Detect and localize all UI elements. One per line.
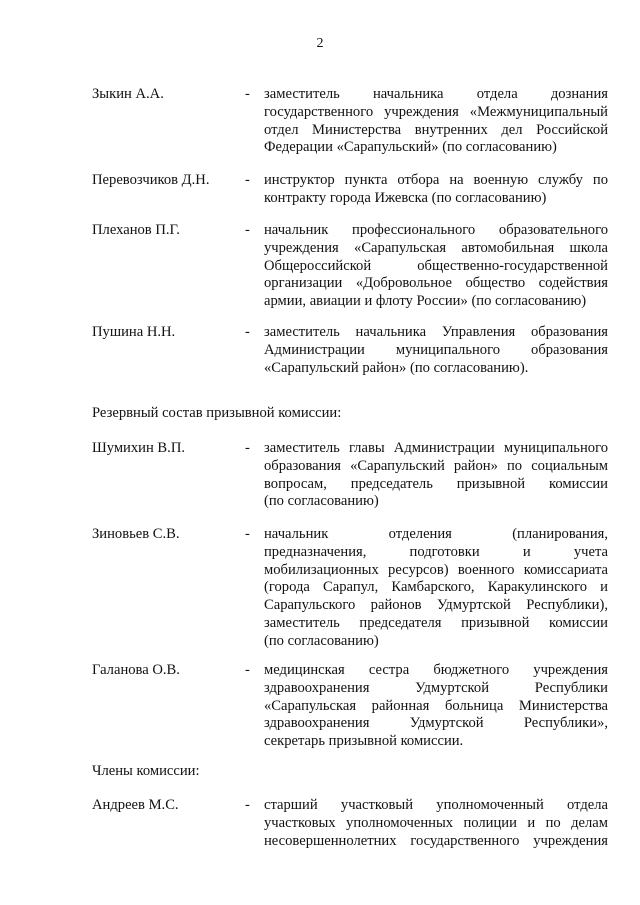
page-number: 2: [316, 36, 324, 51]
person-name: Галанова О.В.: [92, 662, 180, 678]
person-name: Зыкин А.А.: [92, 86, 164, 102]
description-line: армии, авиации и флоту России» (по согласованию): [264, 293, 587, 310]
dash-separator: -: [245, 797, 250, 813]
description-line: предназначения, подготовки и учета: [264, 543, 608, 560]
dash-separator: -: [245, 440, 250, 456]
description-line: (по согласованию): [264, 632, 379, 649]
description-line: Администрации муниципального образования: [264, 341, 608, 358]
description-line: заместитель председателя призывной комиссии: [264, 614, 608, 631]
description-line: контракту города Ижевска (по согласованию): [264, 189, 547, 206]
description-line: инструктор пункта отбора на военную службу по: [264, 172, 608, 188]
description-line: «Сарапульская районная больница Министерства: [264, 697, 608, 714]
position-description: [264, 222, 608, 311]
person-name: Перевозчиков Д.Н.: [92, 172, 210, 188]
dash-separator: -: [245, 662, 250, 678]
dash-separator: -: [245, 172, 250, 188]
person-name: Пушина Н.Н.: [92, 324, 176, 340]
position-description: [264, 324, 608, 377]
description-line: медицинская сестра бюджетного учреждения: [264, 662, 608, 678]
description-line: заместитель начальника Управления образования: [264, 324, 608, 340]
position-description: [264, 86, 608, 157]
person-name: Плеханов П.Г.: [92, 222, 180, 238]
members-section-heading: Члены комиссии:: [92, 763, 200, 779]
description-line: государственного учреждения «Межмуниципальный: [264, 103, 608, 120]
description-line: «Сарапульский район» (по согласованию).: [264, 359, 529, 376]
description-line: заместитель главы Администрации муниципального: [264, 440, 608, 456]
position-description: [264, 440, 608, 511]
description-line: вопросам, председатель призывной комиссии: [264, 475, 608, 492]
position-description: [264, 797, 608, 850]
description-line: начальник профессионального образовательного: [264, 222, 608, 238]
description-line: несовершеннолетних государственного учреждения: [264, 832, 608, 849]
position-description: [264, 172, 608, 208]
person-name: Шумихин В.П.: [92, 440, 186, 456]
description-line: Сарапульского районов Удмуртской Республики),: [264, 597, 608, 614]
position-description: [264, 662, 608, 751]
person-name: Андреев М.С.: [92, 797, 179, 813]
description-line: мобилизационных ресурсов) военного комиссариата: [264, 561, 608, 578]
description-line: здравоохранения Удмуртской Республики»,: [264, 715, 608, 732]
person-name: Зиновьев С.В.: [92, 526, 180, 542]
dash-separator: -: [245, 324, 250, 340]
reserve-section-heading: Резервный состав призывной комиссии:: [92, 405, 342, 421]
dash-separator: -: [245, 86, 250, 102]
description-line: учреждения «Сарапульская автомобильная школа: [264, 239, 608, 256]
position-description: [264, 526, 608, 651]
description-line: Общероссийской общественно-государственной: [264, 257, 608, 274]
description-line: здравоохранения Удмуртской Республики: [264, 679, 608, 696]
description-line: участковых уполномоченных полиции и по делам: [264, 814, 608, 831]
description-line: отдел Министерства внутренних дел Российской: [264, 121, 608, 138]
description-line: (города Сарапул, Камбарского, Каракулинского и: [264, 579, 608, 596]
description-line: начальник отделения (планирования,: [264, 526, 608, 542]
description-line: заместитель начальника отдела дознания: [264, 86, 608, 102]
dash-separator: -: [245, 526, 250, 542]
description-line: Федерации «Сарапульский» (по согласованию): [264, 139, 557, 156]
description-line: секретарь призывной комиссии.: [264, 733, 464, 750]
description-line: образования «Сарапульский район» по социальным: [264, 457, 608, 474]
description-line: старший участковый уполномоченный отдела: [264, 797, 608, 813]
dash-separator: -: [245, 222, 250, 238]
description-line: (по согласованию): [264, 493, 379, 510]
description-line: организации «Добровольное общество содействия: [264, 275, 608, 292]
